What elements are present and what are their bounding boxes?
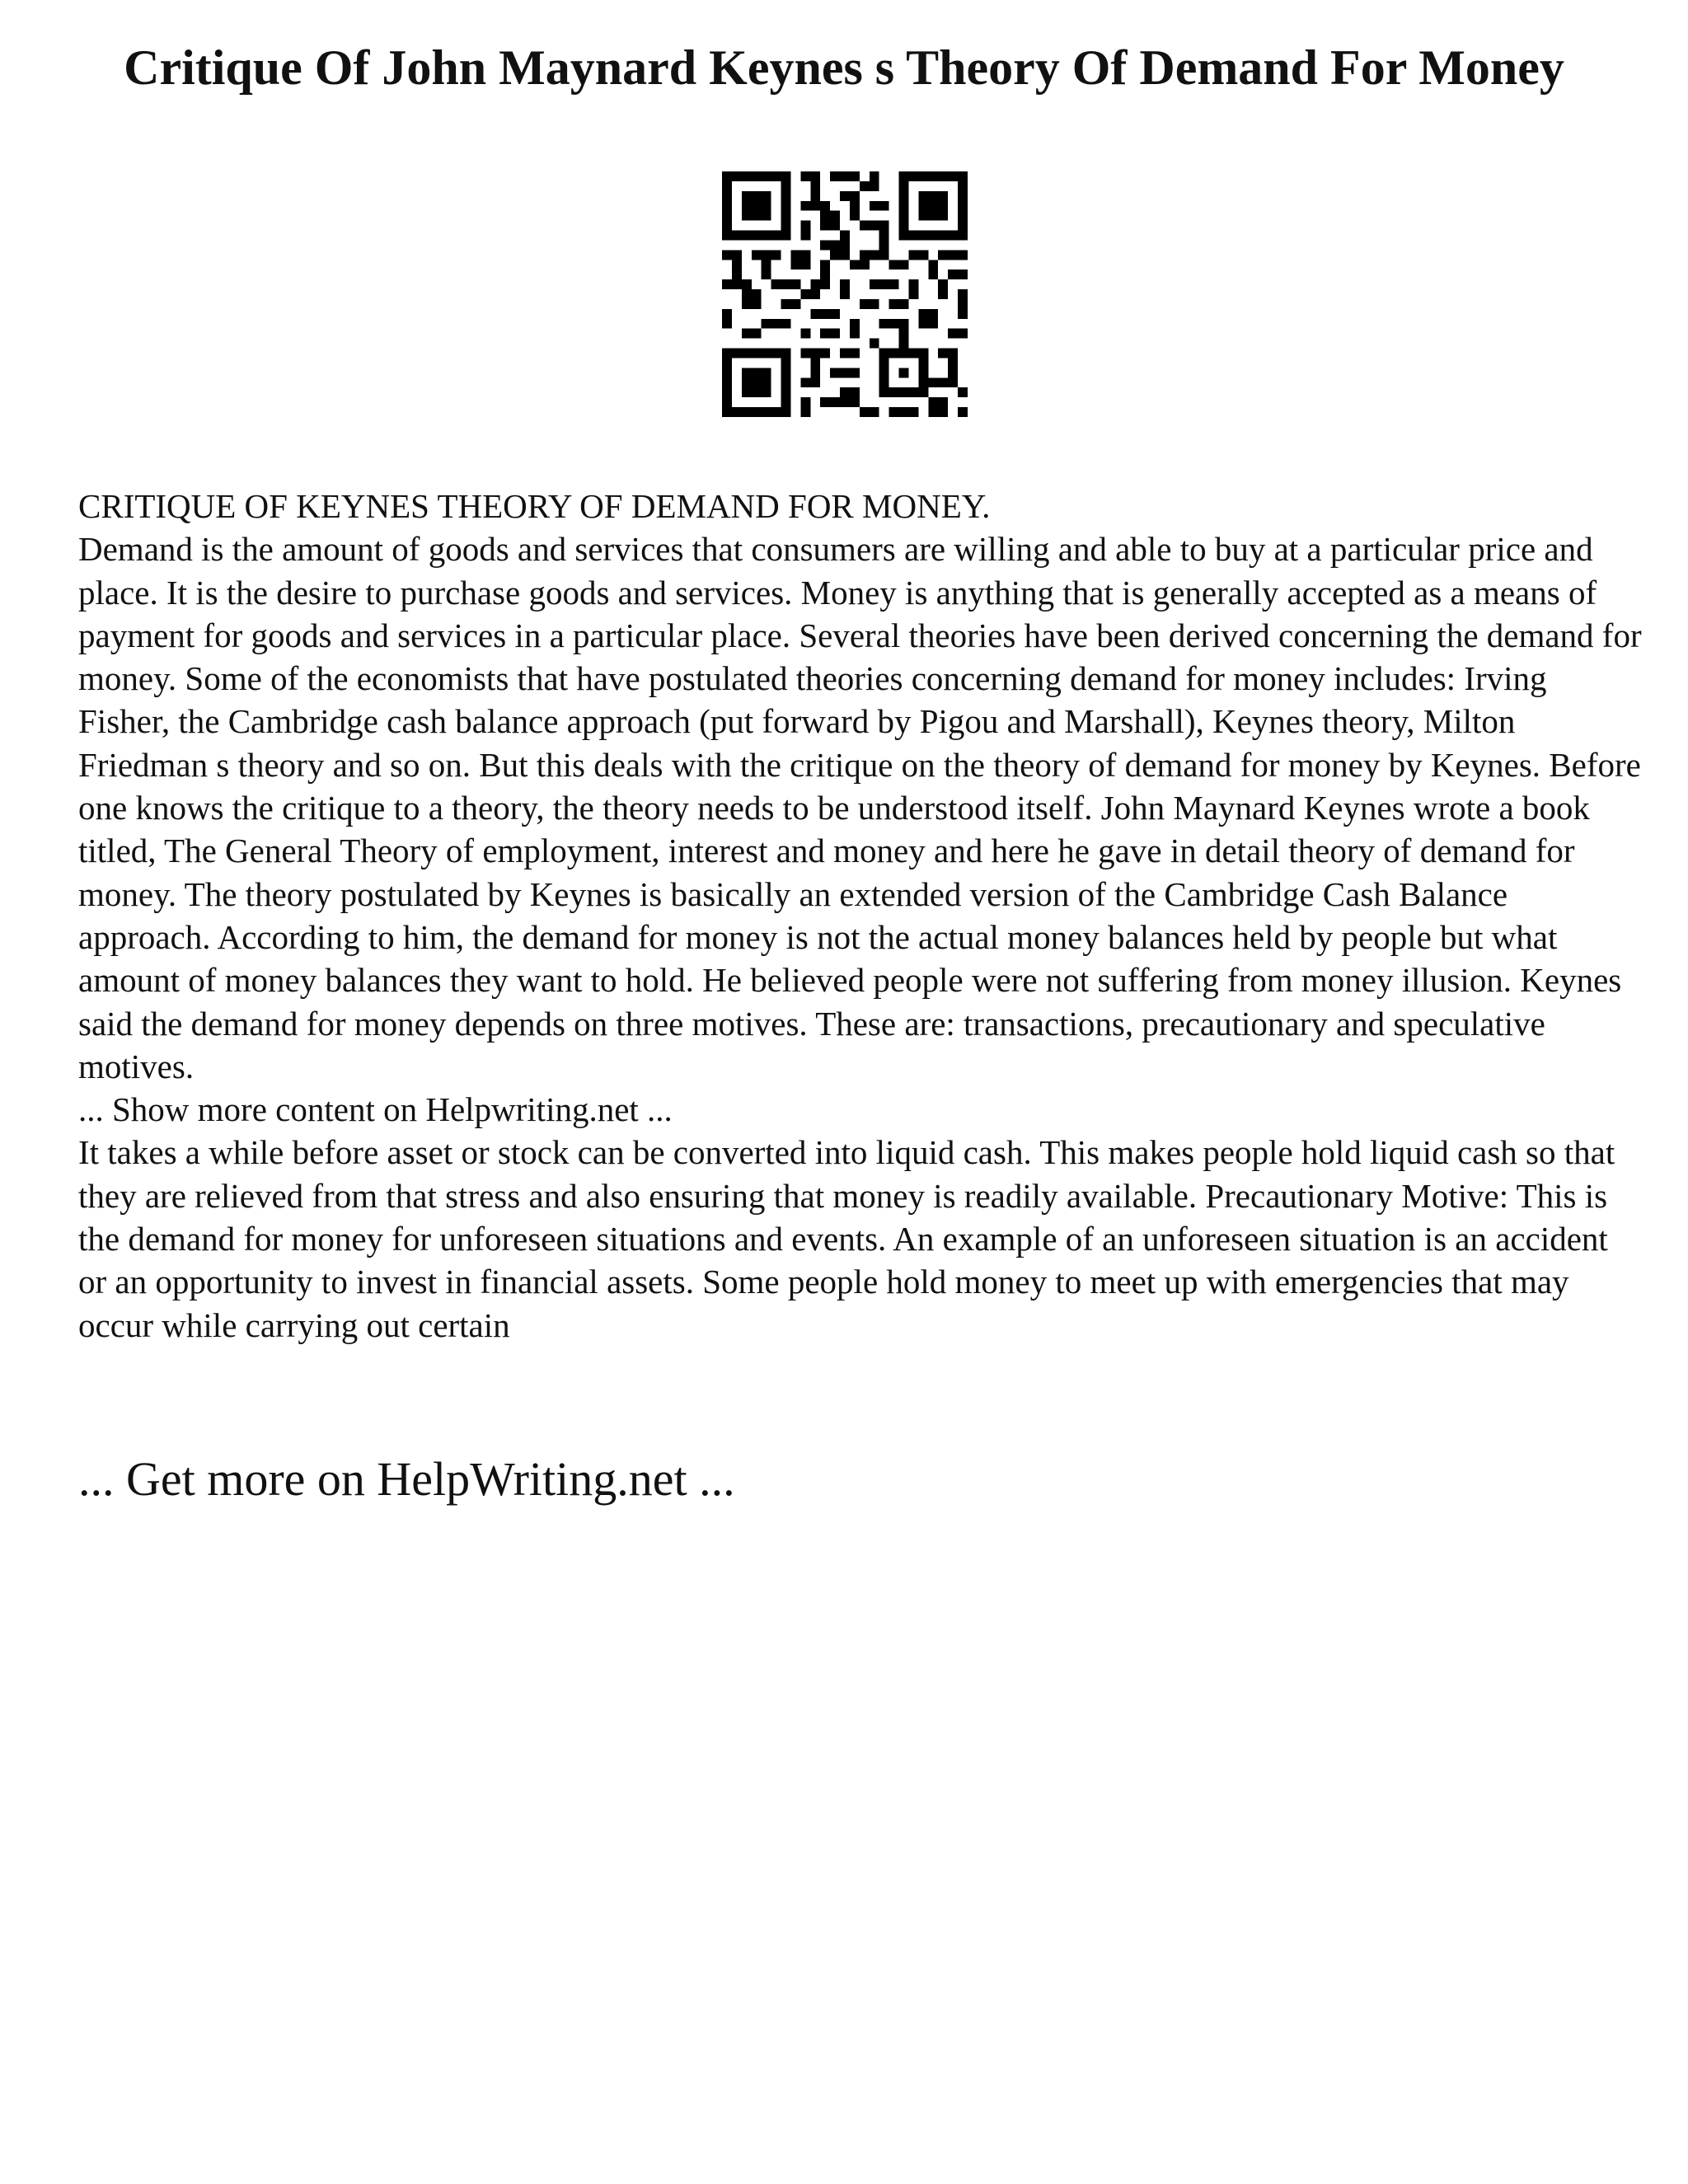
qr-code-icon	[722, 171, 968, 417]
section-heading: CRITIQUE OF KEYNES THEORY OF DEMAND FOR MONEY.	[78, 487, 991, 525]
show-more-link[interactable]: ... Show more content on Helpwriting.net ...	[78, 1090, 673, 1129]
paragraph-continued: It takes a while before asset or stock can be converted into liquid cash. This makes people hold liquid cash so that they are relieved from that stress and also ensuring that money is readily available. Precautionary Motive: This is the demand for money for unforeseen situations and events. An example of an unforeseen situation is an accident or an opportunity to invest in financial assets. Some people hold money to meet up with emergencies that may occur while carrying out certain	[78, 1133, 1615, 1344]
get-more-link[interactable]: ... Get more on HelpWriting.net ...	[78, 1452, 735, 1506]
document-title: Critique Of John Maynard Keynes s Theory Of Demand For Money	[124, 40, 1564, 95]
article-body	[78, 485, 1644, 1347]
paragraph-intro: Demand is the amount of goods and services that consumers are willing and able to buy at a particular price and place. It is the desire to purchase goods and services. Money is anything that is generally accepted as a means of payment for goods and services in a particular place. Several theories have been derived concerning the demand for money. Some of the economists that have postulated theories concerning demand for money includes: Irving Fisher, the Cambridge cash balance approach (put forward by Pigou and Marshall), Keynes theory, Milton Friedman s theory and so on. But this deals with the critique on the theory of demand for money by Keynes. Before one knows the critique to a theory, the theory needs to be understood itself. John Maynard Keynes wrote a book titled, The General Theory of employment, interest and money and here he gave in detail theory of demand for money. The theory postulated by Keynes is basically an extended version of the Cambridge Cash Balance approach. According to him, the demand for money is not the actual money balances held by people but what amount of money balances they want to hold. He believed people were not suffering from money illusion. Keynes said the demand for money depends on three motives. These are: transactions, precautionary and speculative motives.	[78, 530, 1642, 1085]
